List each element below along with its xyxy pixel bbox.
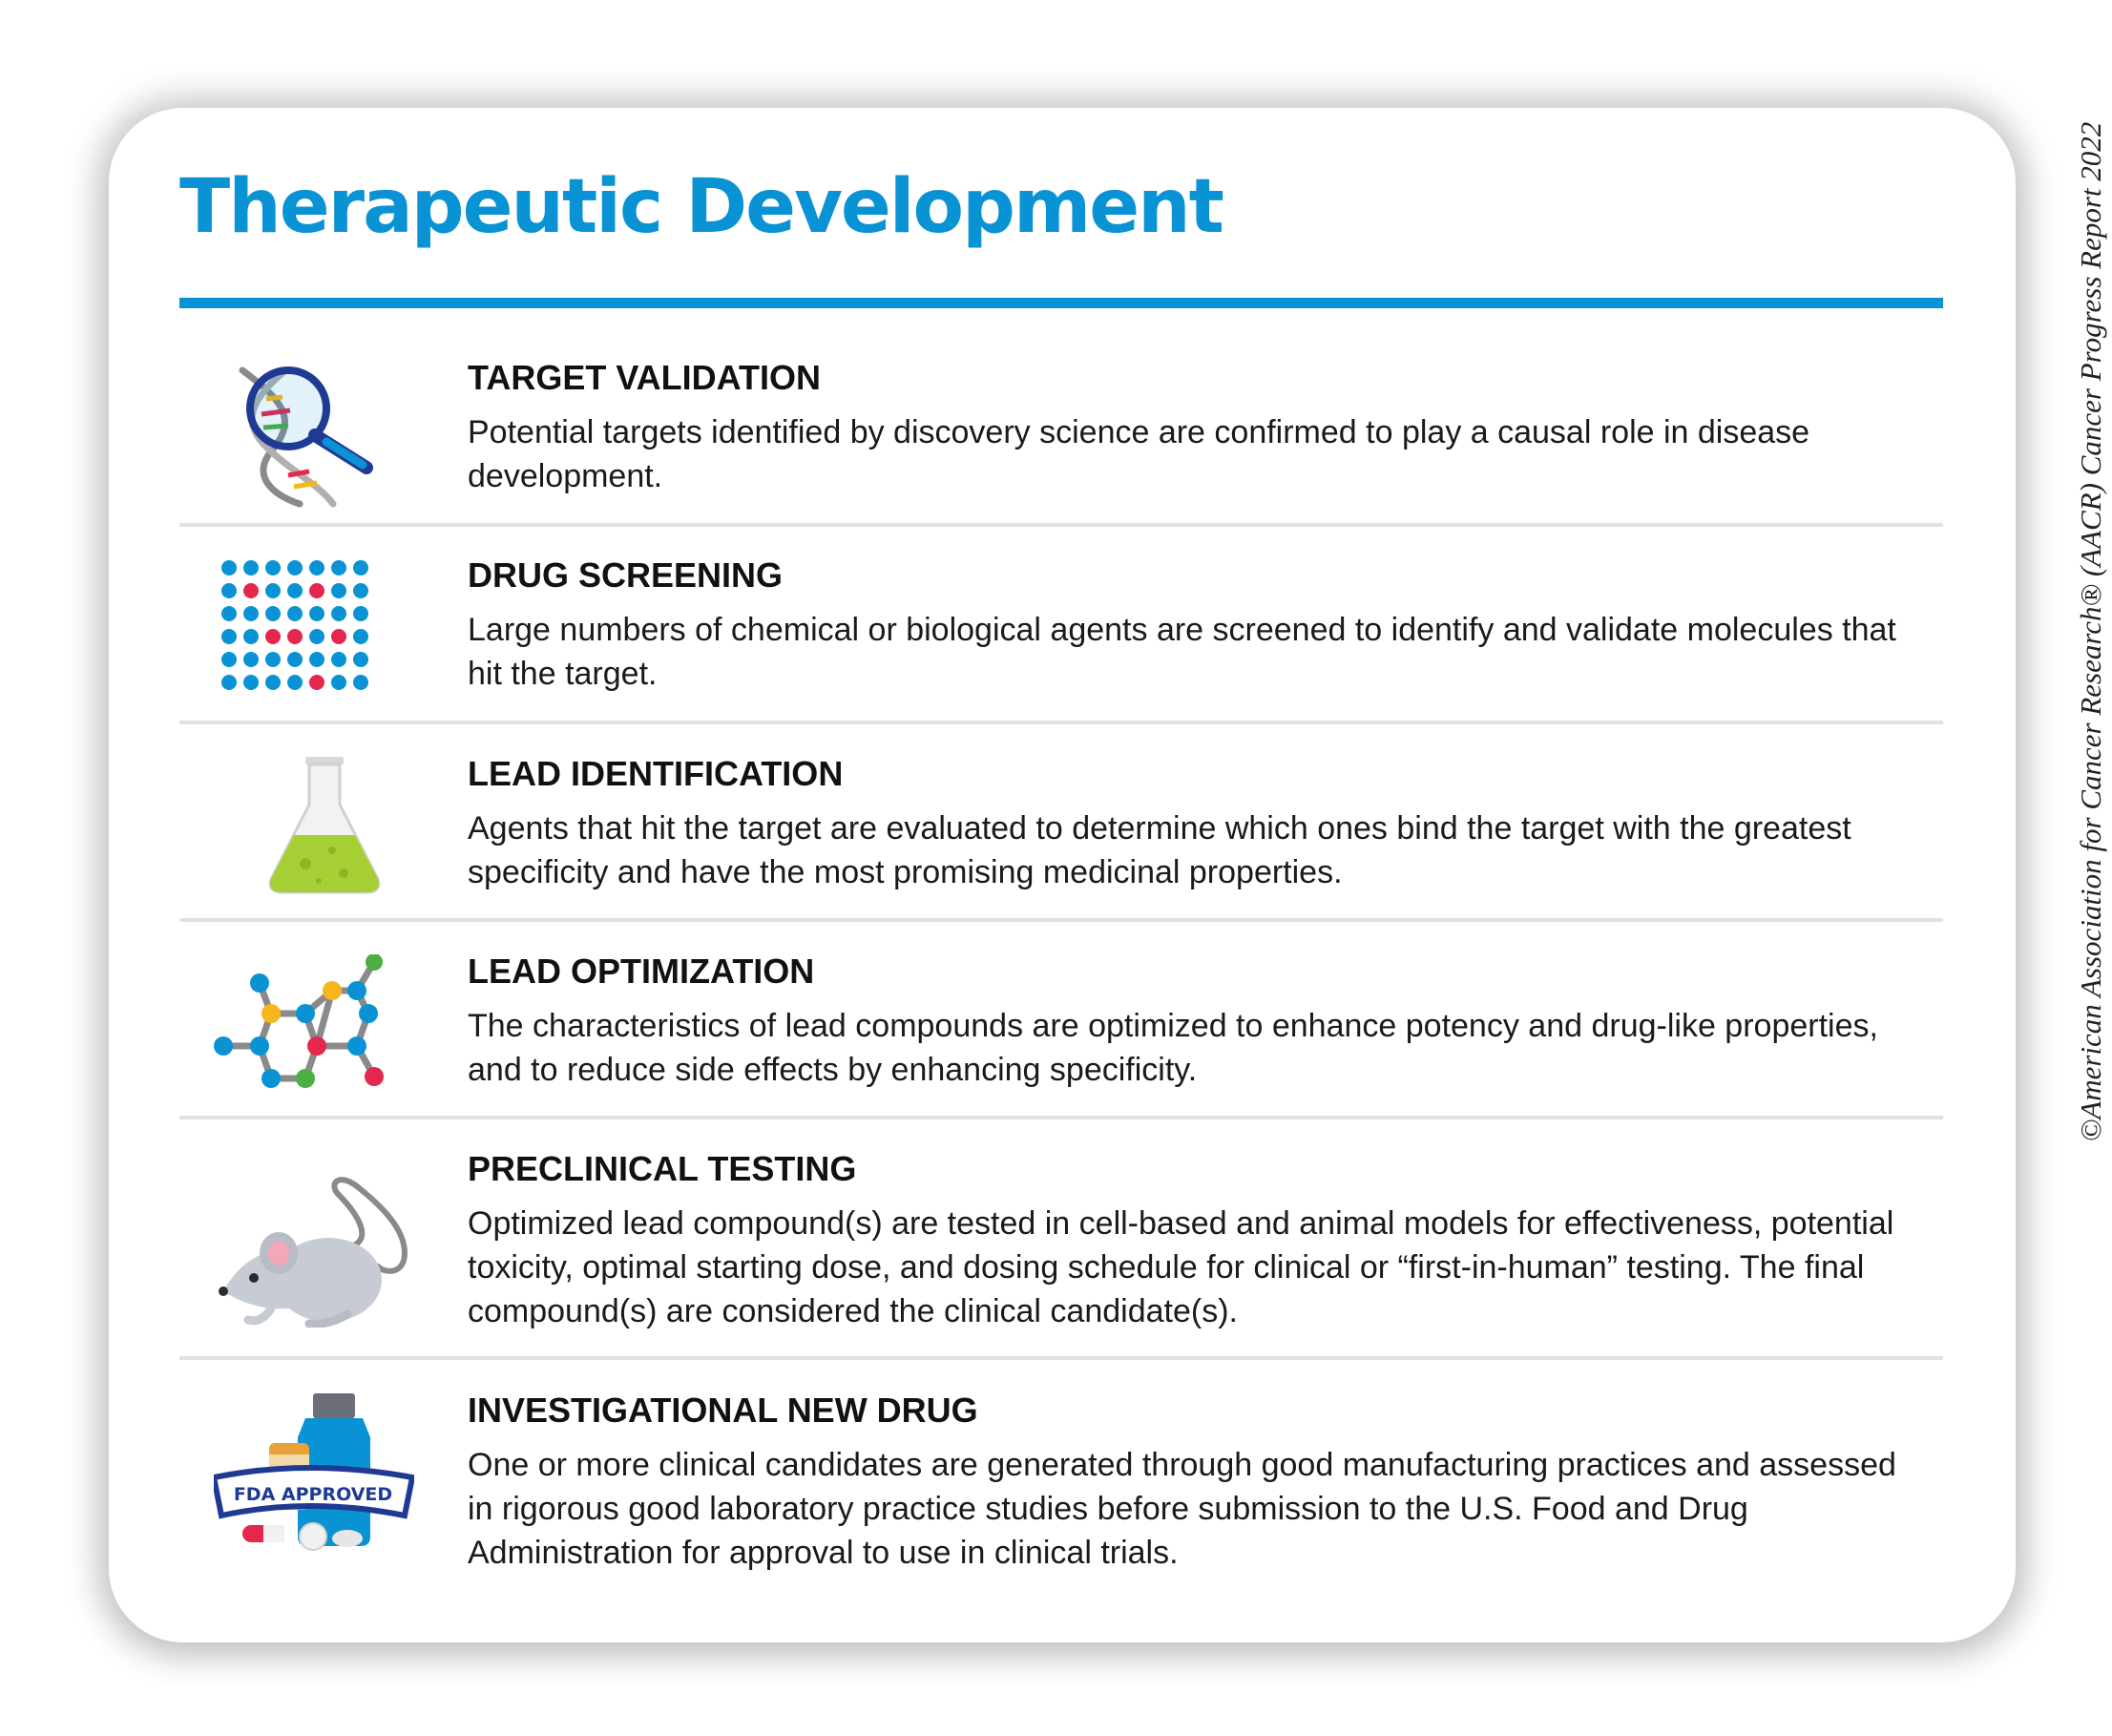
well-plate-icon	[214, 558, 414, 701]
plate-well	[265, 675, 281, 690]
step-description: Optimized lead compound(s) are tested in cell-based and animal models for effectiveness, potential toxicity, optimal starting dose, and dosing schedule for clinical or “first-in-human” testing. The final compound(s) are considered the clinical candidate(s).	[468, 1205, 1894, 1329]
plate-well	[221, 606, 237, 621]
plate-well	[265, 583, 281, 598]
step-description: Agents that hit the target are evaluated to determine which ones bind the target with the greatest specificity and have the most promising medicinal properties.	[468, 810, 1851, 890]
plate-well	[265, 629, 281, 644]
plate-well	[287, 629, 303, 644]
plate-well	[331, 606, 346, 621]
plate-well	[287, 675, 303, 690]
step-preclinical-testing	[179, 1149, 1943, 1357]
plate-well	[221, 652, 237, 667]
step-drug-screening	[179, 555, 1943, 721]
plate-well	[331, 652, 346, 667]
dna-magnifier-icon	[214, 361, 414, 513]
plate-well	[287, 652, 303, 667]
step-description: Large numbers of chemical or biological agents are screened to identify and validate molecules that hit the target.	[468, 612, 1896, 692]
row-divider	[179, 721, 1943, 724]
mouse-icon	[214, 1175, 414, 1328]
step-heading: PRECLINICAL TESTING	[468, 1149, 857, 1188]
plate-well	[243, 560, 259, 575]
step-heading: INVESTIGATIONAL NEW DRUG	[468, 1391, 978, 1430]
molecule-icon	[214, 954, 414, 1098]
step-heading: LEAD IDENTIFICATION	[468, 754, 844, 793]
plate-well	[353, 652, 368, 667]
step-lead-optimization	[179, 954, 1943, 1117]
step-description: The characteristics of lead compounds are optimized to enhance potency and drug-like properties, and to reduce side effects by enhancing specificity.	[468, 1008, 1878, 1088]
plate-well	[243, 629, 259, 644]
step-heading: TARGET VALIDATION	[468, 358, 821, 397]
fda-badge-text: FDA APPROVED	[233, 1484, 393, 1505]
plate-well	[331, 560, 346, 575]
row-divider	[179, 1356, 1943, 1360]
plate-well	[309, 583, 324, 598]
step-heading: DRUG SCREENING	[468, 555, 784, 595]
title-divider	[179, 298, 1943, 308]
plate-well	[353, 560, 368, 575]
row-divider	[179, 918, 1943, 922]
plate-well	[265, 606, 281, 621]
step-investigational-new-drug	[179, 1393, 1943, 1584]
plate-well	[353, 606, 368, 621]
plate-well	[265, 652, 281, 667]
plate-well	[243, 583, 259, 598]
plate-well	[243, 606, 259, 621]
step-target-validation	[179, 358, 1943, 523]
plate-well	[353, 675, 368, 690]
plate-well	[309, 606, 324, 621]
plate-well	[243, 675, 259, 690]
plate-well	[221, 560, 237, 575]
plate-well	[331, 629, 346, 644]
plate-well	[309, 675, 324, 690]
plate-well	[287, 583, 303, 598]
row-divider	[179, 523, 1943, 527]
plate-well	[353, 629, 368, 644]
plate-well	[221, 675, 237, 690]
plate-well	[309, 560, 324, 575]
step-description: One or more clinical candidates are generated through good manufacturing practices and assessed in rigorous good laboratory practice studies before submission to the U.S. Food and Drug Administration for approval to use in clinical trials.	[468, 1447, 1896, 1571]
page-title: Therapeutic Development	[179, 164, 1223, 250]
plate-well	[331, 675, 346, 690]
plate-well	[221, 583, 237, 598]
plate-well	[331, 583, 346, 598]
row-divider	[179, 1116, 1943, 1119]
copyright-text: ©American Association for Cancer Research® (AACR) Cancer Progress Report 2022	[2074, 121, 2107, 1142]
plate-well	[309, 629, 324, 644]
plate-well	[243, 652, 259, 667]
flask-icon	[214, 757, 414, 900]
copyright-credit	[2068, 88, 2112, 1176]
plate-well	[287, 606, 303, 621]
step-lead-identification	[179, 754, 1943, 919]
step-heading: LEAD OPTIMIZATION	[468, 952, 815, 991]
step-description: Potential targets identified by discovery science are confirmed to play a causal role in disease development.	[468, 414, 1810, 494]
plate-well	[309, 652, 324, 667]
plate-well	[287, 560, 303, 575]
plate-well	[353, 583, 368, 598]
plate-well	[265, 560, 281, 575]
fda-approved-bottle-icon	[214, 1393, 414, 1565]
plate-well	[221, 629, 237, 644]
